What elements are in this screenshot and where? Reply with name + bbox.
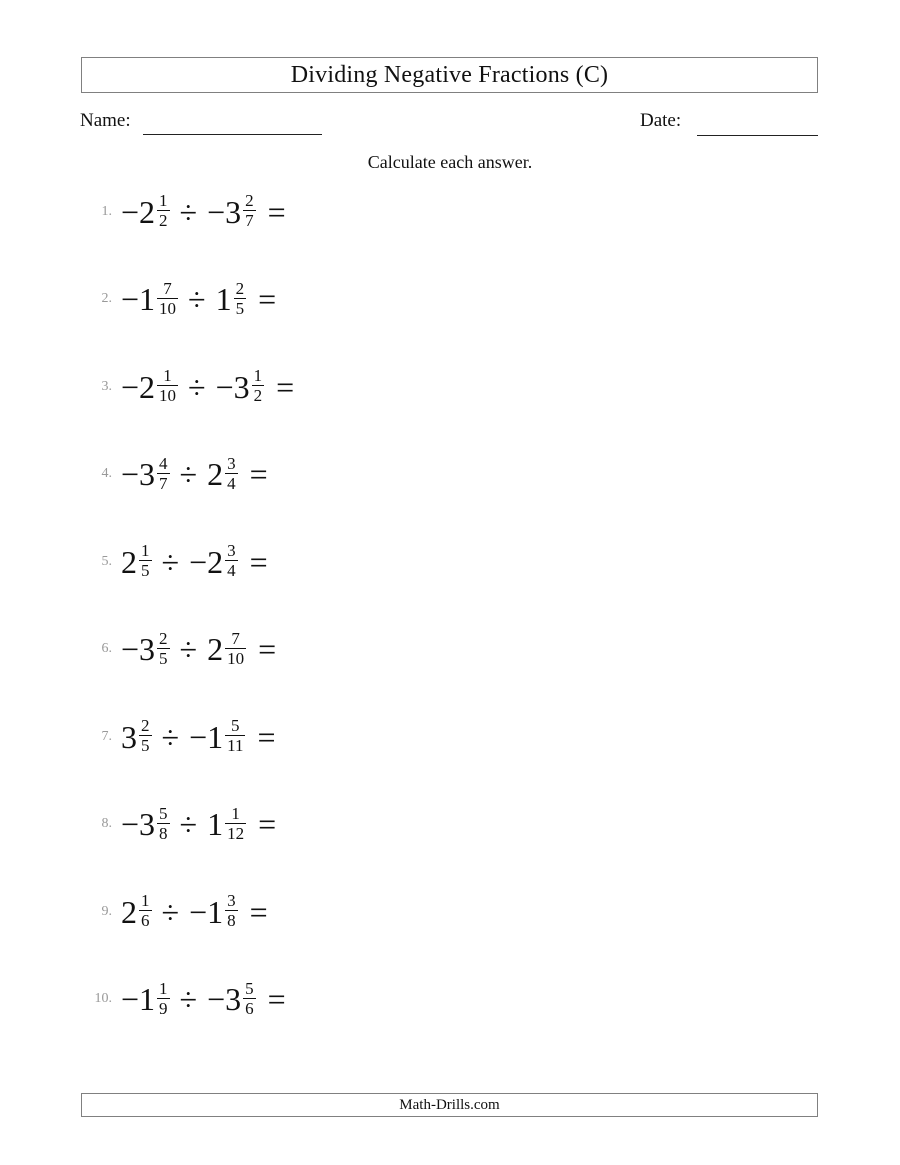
fraction (157, 629, 170, 668)
problem-row (0, 693, 900, 781)
mixed-number-dividend (121, 455, 170, 494)
problem-expression (121, 192, 286, 231)
footer-label: Math-Drills.com (399, 1096, 500, 1113)
whole-number: 1 (207, 806, 224, 843)
fraction-numerator: 5 (231, 716, 240, 736)
problem-expression (121, 542, 268, 581)
fraction-numerator: 1 (253, 366, 263, 386)
problem-list (0, 168, 900, 1043)
fraction-numerator: 1 (231, 803, 240, 823)
divide-operator: ÷ (188, 368, 206, 405)
fraction-denominator: 9 (159, 998, 168, 1018)
problem-row (0, 781, 900, 869)
whole-number: −3 (215, 368, 250, 405)
instruction-text: Calculate each answer. (367, 152, 533, 172)
fraction (139, 716, 152, 755)
fraction (252, 366, 265, 405)
date-blank-line (697, 135, 818, 136)
problem-row (0, 343, 900, 431)
fraction-denominator: 8 (227, 911, 236, 931)
fraction (225, 629, 246, 668)
mixed-number-divisor (216, 367, 265, 406)
fraction-denominator: 6 (245, 998, 254, 1018)
problem-number: 7. (101, 728, 112, 744)
whole-number: 2 (207, 456, 224, 493)
fraction (225, 716, 245, 755)
problem-number: 4. (101, 466, 112, 482)
problem-row (0, 606, 900, 694)
equals-sign: = (267, 981, 286, 1018)
problem-expression (121, 630, 276, 669)
problem-number: 9. (101, 903, 112, 919)
problem-number: 2. (101, 291, 112, 307)
mixed-number-dividend (121, 367, 178, 406)
fraction (225, 541, 238, 580)
mixed-number-divisor (189, 717, 245, 756)
fraction-denominator: 7 (159, 473, 168, 493)
problem-row (0, 431, 900, 519)
fraction-numerator: 3 (227, 453, 236, 473)
divide-operator: ÷ (179, 981, 198, 1018)
whole-number: −3 (207, 193, 242, 230)
fraction-numerator: 5 (245, 978, 254, 998)
problem-expression (121, 980, 286, 1019)
whole-number: 2 (121, 543, 137, 580)
equals-sign: = (249, 893, 268, 930)
fraction (139, 541, 152, 580)
fraction-denominator: 5 (159, 648, 168, 668)
fraction (234, 279, 247, 318)
fraction-numerator: 3 (227, 891, 236, 911)
fraction-numerator: 4 (159, 453, 168, 473)
fraction-numerator: 7 (231, 628, 240, 648)
fraction-denominator: 2 (253, 386, 263, 406)
fraction (157, 979, 170, 1018)
fraction (139, 891, 152, 930)
mixed-number-dividend (121, 980, 170, 1019)
fraction-denominator: 4 (227, 561, 236, 581)
fraction (157, 804, 170, 843)
date-label: Date: (640, 110, 682, 131)
fraction-denominator: 4 (227, 473, 236, 493)
problem-expression (121, 892, 268, 931)
problem-number: 8. (101, 816, 112, 832)
name-blank-line (143, 134, 322, 135)
page-title: Dividing Negative Fractions (C) (290, 61, 609, 88)
problem-number: 3. (101, 378, 112, 394)
equals-sign: = (249, 456, 268, 493)
whole-number: 2 (121, 893, 137, 930)
fraction (157, 279, 178, 318)
name-label: Name: (80, 110, 131, 131)
fraction-numerator: 7 (163, 278, 172, 298)
fraction-numerator: 2 (141, 716, 150, 736)
whole-number: −3 (121, 631, 156, 668)
fraction (225, 454, 238, 493)
problem-expression (121, 717, 276, 756)
fraction-denominator: 10 (159, 386, 177, 406)
equals-sign: = (249, 543, 268, 580)
mixed-number-dividend (121, 805, 170, 844)
mixed-number-dividend (121, 542, 152, 581)
whole-number: −2 (121, 368, 156, 405)
mixed-number-divisor (207, 980, 256, 1019)
fraction (243, 979, 256, 1018)
fraction-numerator: 5 (159, 803, 168, 823)
divide-operator: ÷ (179, 193, 198, 230)
fraction-numerator: 1 (163, 366, 172, 386)
divide-operator: ÷ (161, 543, 180, 580)
whole-number: −1 (189, 718, 224, 755)
whole-number: 3 (121, 718, 137, 755)
fraction-denominator: 12 (227, 823, 245, 843)
whole-number: −1 (189, 893, 224, 930)
fraction (157, 366, 178, 405)
fraction-denominator: 5 (141, 561, 150, 581)
problem-number: 6. (101, 641, 112, 657)
fraction-denominator: 5 (235, 298, 245, 318)
divide-operator: ÷ (179, 806, 198, 843)
divide-operator: ÷ (161, 718, 180, 755)
problem-number: 10. (94, 991, 112, 1007)
whole-number: −1 (121, 981, 156, 1018)
fraction-numerator: 1 (141, 891, 150, 911)
divide-operator: ÷ (161, 893, 180, 930)
problem-row (0, 256, 900, 344)
equals-sign: = (258, 631, 277, 668)
whole-number: −3 (207, 981, 242, 1018)
problem-expression (121, 280, 276, 319)
fraction (157, 191, 170, 230)
whole-number: 1 (215, 281, 232, 318)
fraction-denominator: 8 (159, 823, 168, 843)
whole-number: −2 (189, 543, 224, 580)
fraction (243, 191, 256, 230)
mixed-number-divisor (207, 630, 246, 669)
fraction-denominator: 11 (227, 736, 244, 756)
footer-box (81, 1093, 818, 1117)
problem-row (0, 868, 900, 956)
problem-row (0, 168, 900, 256)
whole-number: −3 (121, 456, 156, 493)
fraction-denominator: 7 (245, 211, 254, 231)
fraction-denominator: 6 (141, 911, 150, 931)
problem-expression (121, 455, 268, 494)
problem-row (0, 956, 900, 1044)
problem-row (0, 518, 900, 606)
divide-operator: ÷ (179, 456, 198, 493)
whole-number: 2 (207, 631, 224, 668)
equals-sign: = (258, 806, 277, 843)
divide-operator: ÷ (179, 631, 198, 668)
whole-number: −1 (121, 281, 156, 318)
mixed-number-divisor (207, 192, 256, 231)
whole-number: −2 (121, 193, 156, 230)
fraction (157, 454, 170, 493)
mixed-number-dividend (121, 192, 170, 231)
fraction-denominator: 10 (159, 298, 177, 318)
fraction-numerator: 2 (235, 278, 245, 298)
problem-expression (121, 805, 276, 844)
mixed-number-dividend (121, 280, 178, 319)
mixed-number-dividend (121, 717, 152, 756)
problem-expression (121, 367, 294, 406)
fraction-numerator: 1 (159, 978, 168, 998)
fraction (225, 891, 238, 930)
problem-number: 5. (101, 553, 112, 569)
mixed-number-divisor (216, 280, 247, 319)
title-box (81, 57, 818, 93)
divide-operator: ÷ (188, 281, 206, 318)
fraction-numerator: 1 (159, 191, 168, 211)
mixed-number-dividend (121, 630, 170, 669)
fraction-numerator: 2 (245, 191, 254, 211)
equals-sign: = (276, 368, 295, 405)
fraction (225, 804, 246, 843)
fraction-denominator: 2 (159, 211, 168, 231)
mixed-number-dividend (121, 892, 152, 931)
fraction-numerator: 3 (227, 541, 236, 561)
mixed-number-divisor (189, 542, 238, 581)
fraction-numerator: 1 (141, 541, 150, 561)
fraction-denominator: 5 (141, 736, 150, 756)
mixed-number-divisor (207, 805, 246, 844)
equals-sign: = (257, 718, 276, 755)
fraction-numerator: 2 (159, 628, 168, 648)
whole-number: −3 (121, 806, 156, 843)
fraction-denominator: 10 (227, 648, 245, 668)
mixed-number-divisor (207, 455, 238, 494)
equals-sign: = (267, 193, 286, 230)
equals-sign: = (258, 281, 277, 318)
problem-number: 1. (101, 203, 112, 219)
mixed-number-divisor (189, 892, 238, 931)
